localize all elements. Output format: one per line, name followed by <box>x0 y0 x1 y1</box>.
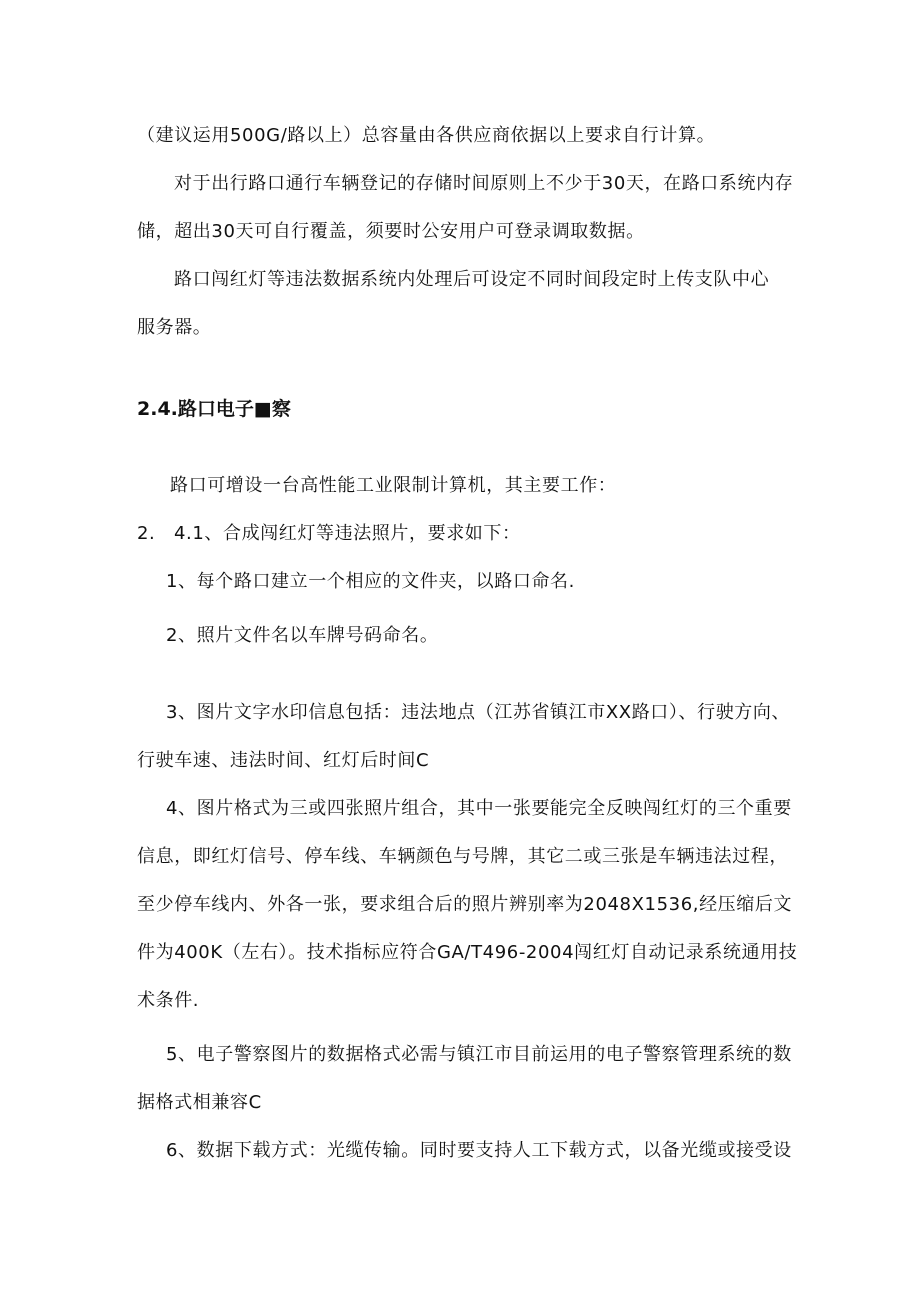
paragraph-line: 术条件. <box>137 990 200 1011</box>
list-item: 5、电子警察图片的数据格式必需与镇江市目前运用的电子警察管理系统的数 <box>166 1044 792 1065</box>
list-item: 4、图片格式为三或四张照片组合，其中一张要能完全反映闯红灯的三个重要 <box>166 798 792 819</box>
paragraph-line: 据格式相兼容C <box>137 1092 262 1113</box>
paragraph-line: 至少停车线内、外各一张，要求组合后的照片辨别率为2048X1536,经压缩后文 <box>137 894 793 915</box>
paragraph-line: （建议运用500G/路以上）总容量由各供应商依据以上要求自行计算。 <box>137 125 716 146</box>
list-item: 6、数据下载方式：光缆传输。同时要支持人工下载方式，以备光缆或接受设 <box>166 1140 792 1161</box>
list-item: 1、每个路口建立一个相应的文件夹，以路口命名. <box>166 571 575 592</box>
list-item: 2、照片文件名以车牌号码命名。 <box>166 625 439 646</box>
paragraph-line: 储，超出30天可自行覆盖，须要时公安用户可登录调取数据。 <box>137 221 645 242</box>
paragraph-line: 对于出行路口通行车辆登记的存储时间原则上不少于30天，在路口系统内存 <box>174 173 794 194</box>
paragraph-line: 路口可增设一台高性能工业限制计算机，其主要工作： <box>170 475 617 496</box>
paragraph-line: 件为400K（左右）。技术指标应符合GA/T496-2004闯红灯自动记录系统通用技 <box>137 942 798 963</box>
section-heading: 2.4.路口电子■察 <box>137 398 291 420</box>
paragraph-line: 服务器。 <box>137 317 212 338</box>
paragraph-line: 路口闯红灯等违法数据系统内处理后可设定不同时间段定时上传支队中心 <box>174 269 770 290</box>
paragraph-line: 信息，即红灯信号、停车线、车辆颜色与号牌，其它二或三张是车辆违法过程， <box>137 846 788 867</box>
list-item: 3、图片文字水印信息包括：违法地点（江苏省镇江市XX路口）、行驶方向、 <box>166 702 791 723</box>
list-item: 2. 4.1、合成闯红灯等违法照片，要求如下： <box>137 523 521 544</box>
paragraph-line: 行驶车速、违法时间、红灯后时间C <box>137 750 430 771</box>
